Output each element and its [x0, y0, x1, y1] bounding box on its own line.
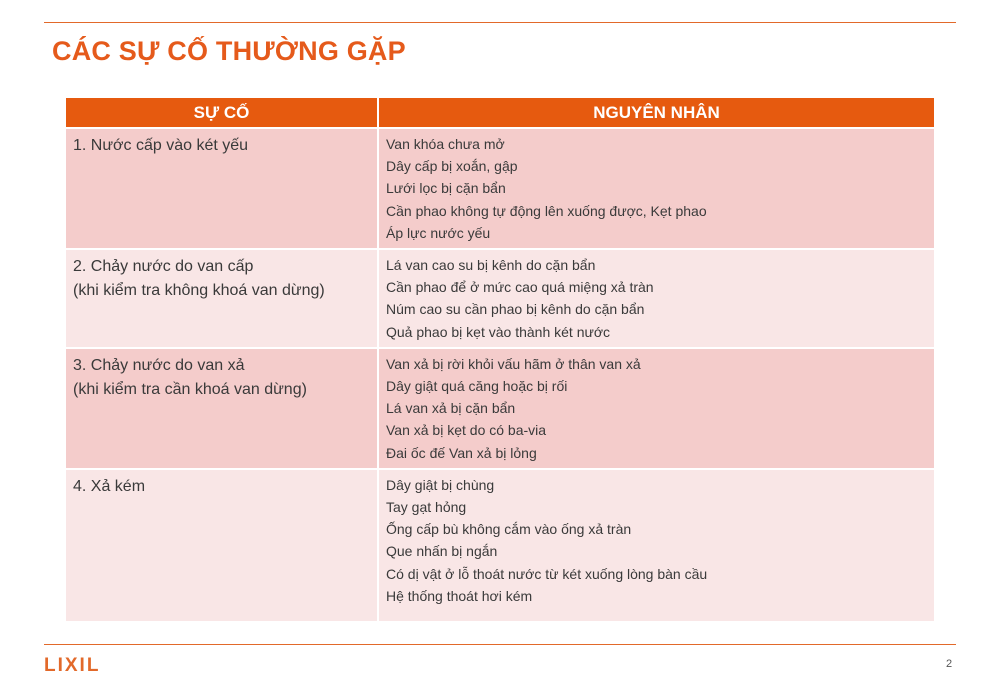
cause-text: Cần phao để ở mức cao quá miệng xả tràn [386, 279, 654, 296]
cause-text: Hệ thống thoát hơi kém [386, 587, 533, 604]
cause-text: Que nhấn bị ngắn [386, 543, 498, 560]
cause-text: Lá van cao su bị kênh do cặn bẩn [386, 257, 596, 274]
issue-text: 3. Chảy nước do van xả [73, 356, 245, 374]
cause-text: Van xả bị rời khỏi vấu hãm ở thân van xả [386, 355, 641, 372]
cause-text: Lưới lọc bị cặn bẩn [386, 180, 506, 197]
cause-text: Dây giật bị chùng [386, 476, 495, 493]
issue-text: 4. Xả kém [73, 477, 146, 495]
cause-text: Cần phao không tự động lên xuống được, Kẹt phao [386, 202, 707, 219]
table-row [66, 249, 934, 348]
issue-cell [66, 348, 378, 469]
top-divider [44, 22, 956, 23]
cause-cell [378, 128, 934, 249]
cause-text: Ống cấp bù không cắm vào ống xả tràn [386, 521, 632, 538]
page-number: 2 [946, 658, 953, 670]
lixil-logo: LIXIL [44, 655, 101, 676]
cause-text: Có dị vật ở lỗ thoát nước từ két xuống lòng bàn cầu [386, 565, 708, 582]
table-row [66, 128, 934, 249]
table-header-row [66, 98, 934, 128]
cause-text: Van khóa chưa mở [386, 136, 505, 152]
issue-note: (khi kiểm tra cần khoá van dừng) [73, 380, 307, 398]
cause-cell [378, 469, 934, 621]
header-cause: NGUYÊN NHÂN [378, 98, 934, 128]
cause-text: Áp lực nước yếu [386, 224, 491, 241]
issue-cell [66, 128, 378, 249]
bottom-divider [44, 644, 956, 645]
issue-text: 2. Chảy nước do van cấp [73, 258, 254, 276]
issue-text: 1. Nước cấp vào két yếu [73, 137, 249, 154]
cause-text: Tay gạt hỏng [386, 499, 467, 516]
cause-cell [378, 249, 934, 348]
cause-text: Núm cao su cần phao bị kênh do cặn bẩn [386, 301, 645, 318]
issues-table [66, 98, 934, 621]
issue-note: (khi kiểm tra không khoá van dừng) [73, 282, 325, 300]
header-issue: SỰ CỐ [66, 98, 378, 128]
issue-cell [66, 469, 378, 621]
cause-text: Đai ốc đế Van xả bị lỏng [386, 444, 537, 461]
issue-cell [66, 249, 378, 348]
cause-text: Quả phao bị kẹt vào thành két nước [386, 323, 611, 340]
page-title: CÁC SỰ CỐ THƯỜNG GẶP [52, 36, 406, 66]
table-row [66, 469, 934, 621]
cause-text: Van xả bị kẹt do có ba-via [386, 422, 547, 439]
cause-cell [378, 348, 934, 469]
cause-text: Dây giật quá căng hoặc bị rối [386, 378, 568, 395]
table-row [66, 348, 934, 469]
cause-text: Dây cấp bị xoắn, gập [386, 158, 518, 175]
cause-text: Lá van xả bị cặn bẩn [386, 400, 516, 417]
